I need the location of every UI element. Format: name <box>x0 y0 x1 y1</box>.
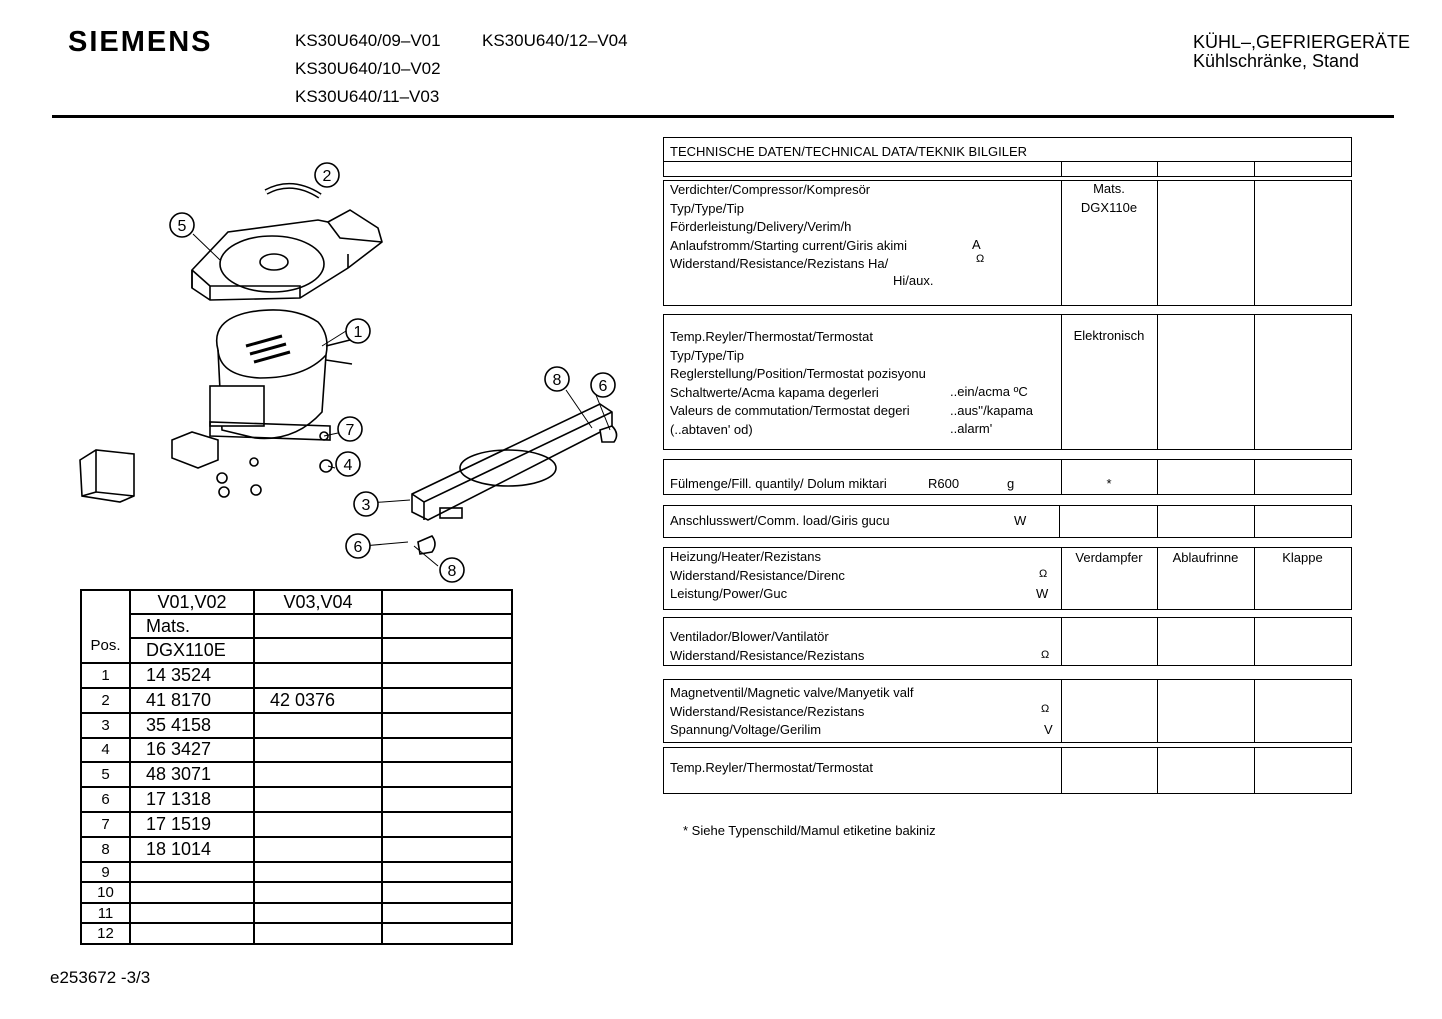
thermostat-section <box>663 314 1352 450</box>
heater-col-evaporator: Verdampfer <box>1075 550 1143 565</box>
spec-label: Anlaufstromm/Starting current/Giris akimi <box>670 237 907 253</box>
part-drip-tray <box>192 210 382 300</box>
thermostat-value: Elektronisch <box>1073 328 1145 343</box>
footnote: * Siehe Typenschild/Mamul etiketine bakiniz <box>683 823 936 838</box>
row-pos: 7 <box>81 812 130 837</box>
svg-text:3: 3 <box>361 497 371 514</box>
thermostat2-section <box>663 747 1352 794</box>
header-divider <box>52 115 1394 118</box>
row-pos: 12 <box>81 923 130 944</box>
spec-label: ..ein/acma ºC <box>950 384 1028 399</box>
compressor-make: Mats. <box>130 614 254 638</box>
unit-ohm: Ω <box>976 253 985 265</box>
parts-table <box>80 589 513 945</box>
spec-label: Widerstand/Resistance/Rezistans <box>670 703 865 719</box>
part-number <box>254 762 382 787</box>
tech-title: TECHNISCHE DATEN/TECHNICAL DATA/TEKNIK BILGILER <box>670 144 1028 159</box>
heater-col-flap: Klappe <box>1282 550 1323 565</box>
fill-quantity-section <box>663 459 1352 495</box>
part-number <box>254 787 382 812</box>
tech-header-row <box>663 162 1352 177</box>
compressor-section <box>663 180 1352 306</box>
part-number: 42 0376 <box>254 688 382 713</box>
spec-label: Temp.Reyler/Thermostat/Termostat <box>670 329 874 344</box>
part-number <box>254 713 382 738</box>
compressor-type: DGX110e <box>1080 200 1138 215</box>
exploded-parts-diagram <box>60 150 640 590</box>
spec-label: Schaltwerte/Acma kapama degerleri <box>670 384 879 400</box>
category-subtitle: Kühlschränke, Stand <box>1192 51 1360 71</box>
unit-ohm: Ω <box>1041 703 1050 715</box>
callout-5 <box>170 213 194 237</box>
spec-label: Anschlusswert/Comm. load/Giris gucu <box>670 513 890 528</box>
svg-text:1: 1 <box>353 324 363 341</box>
tech-title-box <box>663 137 1352 162</box>
callout-1 <box>346 319 370 343</box>
spec-label: Widerstand/Resistance/Rezistans <box>670 647 865 663</box>
spec-label: Temp.Reyler/Thermostat/Termostat <box>670 760 874 775</box>
document-id: e253672 -3/3 <box>50 968 151 987</box>
svg-text:5: 5 <box>177 218 187 235</box>
callout-3 <box>354 492 378 516</box>
part-number <box>254 903 382 924</box>
part-number <box>254 862 382 883</box>
part-number <box>130 862 254 883</box>
spec-label: Heizung/Heater/Rezistans <box>670 549 822 564</box>
model-number: KS30U640/10–V02 <box>295 59 441 78</box>
part-number <box>254 738 382 763</box>
callout-7 <box>338 417 362 441</box>
refrigerant: R600 <box>928 476 960 491</box>
svg-text:2: 2 <box>322 168 332 185</box>
unit-watt: W <box>1014 513 1027 528</box>
part-number <box>130 903 254 924</box>
part-number <box>254 812 382 837</box>
row-pos: 9 <box>81 862 130 883</box>
callout-8 <box>440 558 464 582</box>
part-relay <box>172 432 218 468</box>
column-header: V01,V02 <box>130 590 254 614</box>
part-number: 17 1519 <box>130 812 254 837</box>
spec-label: Verdichter/Compressor/Kompresör <box>670 182 871 197</box>
part-number <box>254 923 382 944</box>
svg-text:4: 4 <box>343 457 353 474</box>
part-number: 35 4158 <box>130 713 254 738</box>
part-spacer <box>600 426 617 442</box>
unit-volt: V <box>1044 722 1053 737</box>
part-number <box>254 837 382 862</box>
part-number: 17 1318 <box>130 787 254 812</box>
part-relay-box <box>80 450 134 502</box>
model-number: KS30U640/09–V01 <box>295 31 441 50</box>
part-number: 14 3524 <box>130 663 254 688</box>
unit-ohm: Ω <box>1041 649 1050 661</box>
row-pos: 4 <box>81 738 130 763</box>
unit-ohm: Ω <box>1039 568 1048 580</box>
row-pos: 2 <box>81 688 130 713</box>
part-number <box>130 923 254 944</box>
spec-label: Ventilador/Blower/Vantilatör <box>670 629 829 644</box>
callout-2 <box>315 163 339 187</box>
row-pos: 6 <box>81 787 130 812</box>
part-number: 16 3427 <box>130 738 254 763</box>
row-pos: 11 <box>81 903 130 924</box>
part-number <box>254 882 382 903</box>
row-pos: 8 <box>81 837 130 862</box>
part-number <box>254 663 382 688</box>
heater-section <box>663 547 1352 610</box>
spec-label: Widerstand/Resistance/Direnc <box>670 567 845 583</box>
part-number: 41 8170 <box>130 688 254 713</box>
spec-label: (..abtaven' od) <box>670 421 753 437</box>
category-title: KÜHL–,GEFRIERGERÄTE <box>1192 32 1410 52</box>
part-number: 48 3071 <box>130 762 254 787</box>
callout-8 <box>545 367 569 391</box>
callout-4 <box>336 452 360 476</box>
spec-label: Hi/aux. <box>893 273 934 288</box>
column-header: V03,V04 <box>254 590 382 614</box>
spec-label: Fülmenge/Fill. quantily/ Dolum miktari <box>670 476 887 491</box>
model-number: KS30U640/11–V03 <box>295 87 440 106</box>
row-pos: 10 <box>81 882 130 903</box>
spec-label: Valeurs de commutation/Termostat degeri <box>670 403 910 418</box>
unit-ampere: A <box>972 237 981 252</box>
spec-label: Typ/Type/Tip <box>670 200 744 216</box>
spec-label: Widerstand/Resistance/Rezistans Ha/ <box>670 256 889 271</box>
unit-gram: g <box>1007 476 1015 491</box>
blower-section <box>663 617 1352 666</box>
spec-label: Spannung/Voltage/Gerilim <box>670 722 822 737</box>
heater-col-drain: Ablaufrinne <box>1172 550 1239 565</box>
svg-text:7: 7 <box>345 422 355 439</box>
row-pos: 5 <box>81 762 130 787</box>
spec-label: Reglerstellung/Position/Termostat pozisyonu <box>670 366 926 381</box>
svg-text:8: 8 <box>447 563 457 580</box>
product-category <box>1193 33 1410 71</box>
spec-label: Leistung/Power/Guc <box>670 586 788 601</box>
svg-text:8: 8 <box>552 372 562 389</box>
spec-label: Typ/Type/Tip <box>670 347 744 363</box>
callout-6 <box>346 534 370 558</box>
svg-text:6: 6 <box>353 539 363 556</box>
part-mounting-rail <box>412 404 612 520</box>
callout-6 <box>591 373 615 397</box>
compressor-make: Mats. <box>1093 181 1125 196</box>
spec-label: ..aus''/kapama <box>950 403 1034 418</box>
magnet-valve-section <box>663 679 1352 743</box>
spec-label: ..alarm' <box>950 421 993 436</box>
load-section <box>663 505 1352 538</box>
part-number <box>130 882 254 903</box>
brand-logo: SIEMENS <box>68 26 213 58</box>
spec-label: Magnetventil/Magnetic valve/Manyetik valf <box>670 685 914 700</box>
part-grommets <box>217 432 332 497</box>
svg-text:6: 6 <box>598 378 608 395</box>
row-pos: 3 <box>81 713 130 738</box>
part-number: 18 1014 <box>130 837 254 862</box>
pos-header: Pos. <box>81 590 130 663</box>
fill-value: * <box>1106 476 1112 491</box>
row-pos: 1 <box>81 663 130 688</box>
model-number: KS30U640/12–V04 <box>482 31 628 50</box>
part-compressor <box>210 310 352 440</box>
spec-label: Förderleistung/Delivery/Verim/h <box>670 219 852 234</box>
unit-watt: W <box>1036 586 1049 601</box>
compressor-type: DGX110E <box>130 638 254 663</box>
